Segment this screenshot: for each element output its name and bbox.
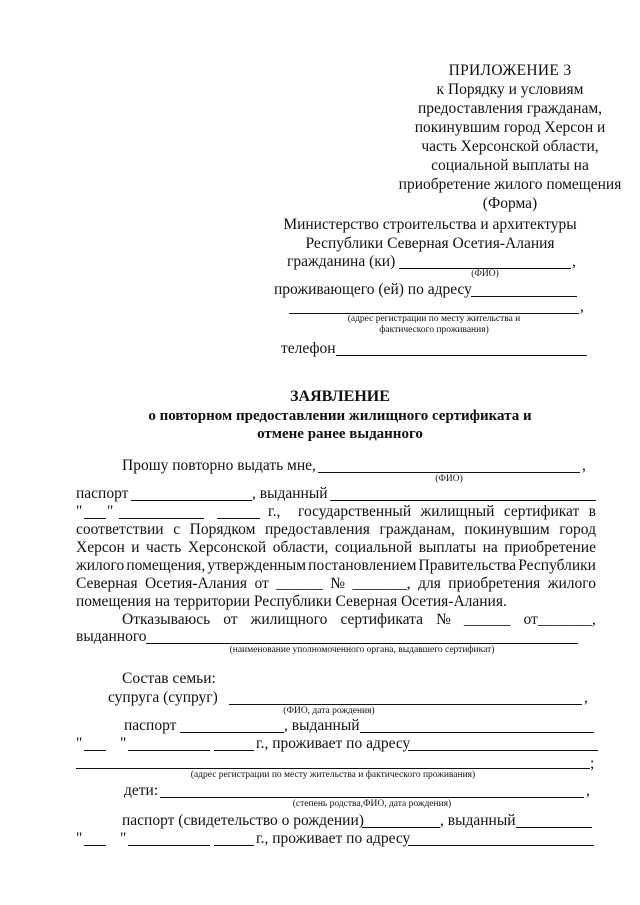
quote-close: "	[120, 830, 127, 847]
word: и	[131, 539, 140, 556]
word: помещения,	[126, 557, 206, 574]
paragraph-line	[76, 539, 596, 557]
word: выплаты	[418, 539, 477, 556]
appendix-line: к Порядку и условиям	[436, 81, 584, 98]
child-passport-field[interactable]	[362, 827, 440, 828]
quote-open: "	[76, 503, 83, 520]
word: от	[254, 575, 269, 592]
appendix-line: социальной выплаты на	[431, 157, 589, 174]
lives-label: г., проживает по адресу	[256, 830, 411, 847]
word: покинувшим	[464, 521, 550, 538]
family-heading: Состав семьи:	[122, 670, 216, 687]
word: Порядком	[189, 521, 256, 538]
year-field[interactable]	[214, 750, 254, 751]
fio-hint: (ФИО)	[471, 269, 499, 279]
comma: ,	[584, 689, 588, 706]
day-field[interactable]	[84, 518, 106, 519]
word: области,	[272, 539, 329, 556]
word: Осетия-Алания	[145, 575, 248, 592]
refuse-line	[122, 611, 596, 629]
child-passport-label: паспорт (свидетельство о рождении)	[122, 812, 364, 829]
comma: ,	[586, 782, 590, 799]
passport-field[interactable]	[131, 500, 252, 501]
certificate-number-field[interactable]: ______	[463, 611, 511, 628]
ministry-line-2: Республики Северная Осетия-Алания	[305, 235, 555, 252]
month-field[interactable]	[128, 750, 210, 751]
appendix-line: предоставления гражданам,	[417, 100, 603, 117]
word: Отказываюсь	[122, 611, 211, 628]
children-hint: (степень родства,ФИО, дата рождения)	[292, 799, 452, 809]
spouse-passport-field[interactable]	[180, 732, 284, 733]
child-issued-by-field[interactable]	[516, 827, 592, 828]
quote-open: "	[76, 735, 83, 752]
month-field[interactable]	[119, 518, 204, 519]
spouse-hint: (ФИО, дата рождения)	[283, 706, 375, 716]
word: сертификат	[503, 503, 580, 520]
statement-subtitle: отмене ранее выданного	[257, 426, 423, 442]
word: постановлением	[308, 557, 417, 574]
word: на	[482, 539, 498, 556]
issued-by-field[interactable]	[330, 500, 596, 501]
fio-hint: (ФИО)	[435, 474, 463, 484]
spouse-issued-by-field[interactable]	[360, 732, 594, 733]
appendix-title: ПРИЛОЖЕНИЕ 3	[448, 62, 572, 79]
word: жилищный	[420, 503, 495, 520]
cert-line	[298, 503, 596, 521]
year-label: г.,	[268, 503, 281, 520]
resolution-date-field[interactable]: ______	[276, 575, 323, 592]
quote-close: "	[120, 735, 127, 752]
applicant-fio-field[interactable]	[318, 472, 580, 473]
paragraph-line	[76, 557, 596, 575]
word: приобретение	[504, 539, 596, 556]
phone-label: телефон	[281, 340, 336, 357]
word: социальной	[334, 539, 413, 556]
word: сертификата	[340, 611, 423, 628]
appendix-line: приобретение жилого помещения	[398, 176, 622, 193]
statement-subtitle: о повторном предоставлении жилищного сертификата и	[148, 408, 532, 424]
request-label: Прошу повторно выдать мне,	[122, 457, 316, 474]
spouse-address-field-2[interactable]	[76, 768, 590, 769]
word: №	[330, 575, 346, 592]
paragraph-line	[76, 575, 596, 593]
children-label: дети:	[124, 782, 159, 799]
word: жилого	[76, 557, 125, 574]
issuer-hint: (наименование уполномоченного органа, выдавшего сертификат)	[229, 645, 495, 655]
word: №	[436, 611, 451, 628]
citizen-label: гражданина (ки)	[287, 253, 396, 270]
spouse-address-field[interactable]	[408, 750, 598, 751]
quote-open: "	[76, 830, 83, 847]
comma: ,	[582, 457, 586, 474]
word: часть	[145, 539, 182, 556]
issued-label: , выданный	[252, 485, 328, 502]
appendix-line: покинувшим город Херсон и	[414, 119, 606, 136]
spouse-field[interactable]	[229, 704, 582, 705]
resolution-number-field[interactable]: _______,	[352, 575, 411, 592]
word: утвержденным	[207, 557, 307, 574]
word: Северная	[76, 575, 138, 592]
spouse-label: супруга (супруг)	[108, 689, 218, 706]
word: Республики	[518, 557, 596, 574]
statement-title: ЗАЯВЛЕНИЕ	[290, 388, 390, 405]
year-field[interactable]	[214, 845, 254, 846]
word: от	[223, 611, 238, 628]
address-hint: фактического проживания)	[379, 325, 489, 335]
appendix-line: часть Херсонской области,	[421, 138, 599, 155]
certificate-date-field[interactable]: от_______,	[523, 611, 596, 628]
passport-label: паспорт	[76, 485, 129, 502]
address-hint: (адрес регистрации по месту жительства и фактического проживания)	[190, 770, 476, 780]
quote-close: "	[107, 503, 114, 520]
spouse-passport-label: паспорт	[124, 717, 177, 734]
word: Правительства	[418, 557, 517, 574]
child-address-field[interactable]	[408, 845, 594, 846]
day-field[interactable]	[84, 750, 106, 751]
comma: ,	[580, 298, 584, 315]
word: предоставления	[264, 521, 370, 538]
paragraph-line: помещения на территории Республики Северная Осетия-Алания.	[76, 593, 507, 610]
issued-label: , выданный	[440, 812, 516, 829]
paragraph-line	[76, 521, 596, 539]
word: в	[588, 503, 596, 520]
word: Херсонской	[187, 539, 267, 556]
word: для	[418, 575, 441, 592]
ministry-line-1: Министерство строительства и архитектуры	[283, 216, 577, 233]
residing-label: проживающего (ей) по адресу	[274, 281, 472, 298]
word: гражданам,	[379, 521, 455, 538]
children-field[interactable]	[160, 797, 584, 798]
word: жилищного	[250, 611, 328, 628]
semicolon: ;	[590, 755, 595, 772]
issued-label: , выданный	[284, 717, 360, 734]
phone-field[interactable]	[336, 355, 587, 356]
word: соответствии	[76, 521, 164, 538]
word: город	[559, 521, 596, 538]
word: приобретения	[448, 575, 541, 592]
year-field[interactable]	[217, 518, 260, 519]
lives-label: г., проживает по адресу	[256, 735, 411, 752]
comma: ,	[572, 253, 576, 270]
issuer-field[interactable]	[146, 643, 578, 644]
word: с	[173, 521, 181, 538]
address-hint: (адрес регистрации по месту жительства и	[347, 314, 521, 324]
word: жилого	[547, 575, 596, 592]
day-field[interactable]	[84, 845, 106, 846]
address-field[interactable]	[471, 296, 577, 297]
month-field[interactable]	[128, 845, 210, 846]
word: Херсон	[76, 539, 125, 556]
issued-by-label: выданного	[76, 628, 147, 645]
word: государственный	[298, 503, 412, 520]
appendix-form-label: (Форма)	[482, 195, 538, 212]
